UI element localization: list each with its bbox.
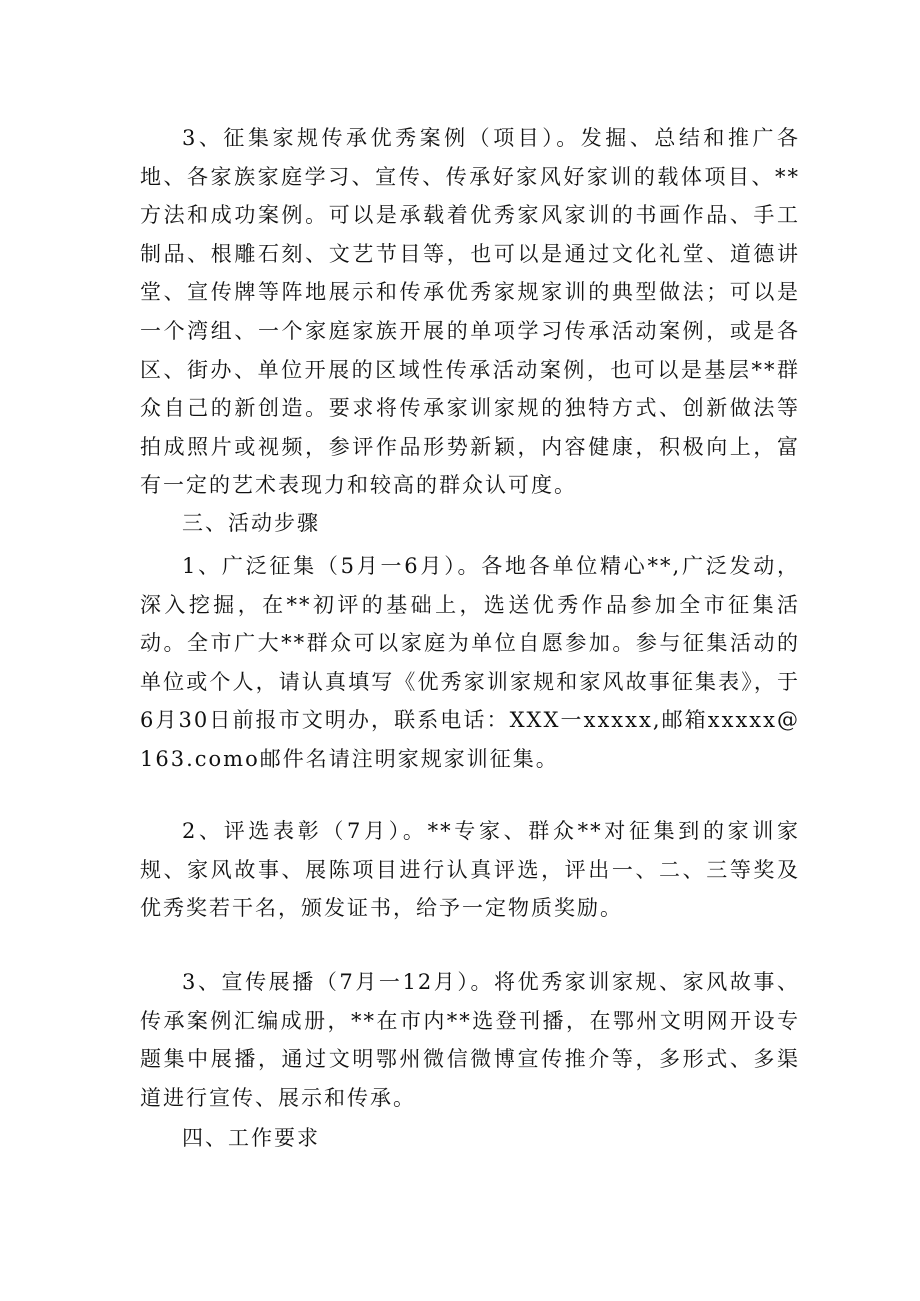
paragraph-step-collection: 1、广泛征集（5月一6月）。各地各单位精心**,广泛发动，深入挖掘，在**初评的基础上，选送优秀作品参加全市征集活动。全市广大**群众可以家庭为单位自愿参加。参与征集活动的单位或个人，请认真填写《优秀家训家规和家风故事征集表》，于6月30日前报市文明办，联系电话：XXX一xxxxx,邮箱xxxxx@163.como邮件名请注明家规家训征集。 <box>140 554 800 771</box>
section-heading-work-requirements: 四、工作要求 <box>182 1126 320 1150</box>
section-heading-activity-steps: 三、活动步骤 <box>182 511 320 535</box>
paragraph-step-evaluation: 2、评选表彰（7月）。**专家、群众**对征集到的家训家规、家风故事、展陈项目进行认真评选，评出一、二、三等奖及优秀奖若干名，颁发证书，给予一定物质奖励。 <box>140 819 800 921</box>
paragraph-collect-cases: 3、征集家规传承优秀案例（项目）。发掘、总结和推广各地、各家族家庭学习、宣传、传承好家风好家训的载体项目、**方法和成功案例。可以是承载着优秀家风家训的书画作品、手工制品、根雕石刻、文艺节目等，也可以是通过文化礼堂、道德讲堂、宣传牌等阵地展示和传承优秀家规家训的典型做法；可以是一个湾组、一个家庭家族开展的单项学习传承活动案例，或是各区、街办、单位开展的区域性传承活动案例，也可以是基层**群众自己的新创造。要求将传承家训家规的独特方式、创新做法等拍成照片或视频，参评作品形势新颖，内容健康，积极向上，富有一定的艺术表现力和较高的群众认可度。 <box>140 126 800 498</box>
paragraph-step-publicity: 3、宣传展播（7月一12月）。将优秀家训家规、家风故事、传承案例汇编成册，**在市内**选登刊播，在鄂州文明网开设专题集中展播，通过文明鄂州微信微博宣传推介等，多形式、多渠道进行宣传、展示和传承。 <box>140 970 800 1110</box>
